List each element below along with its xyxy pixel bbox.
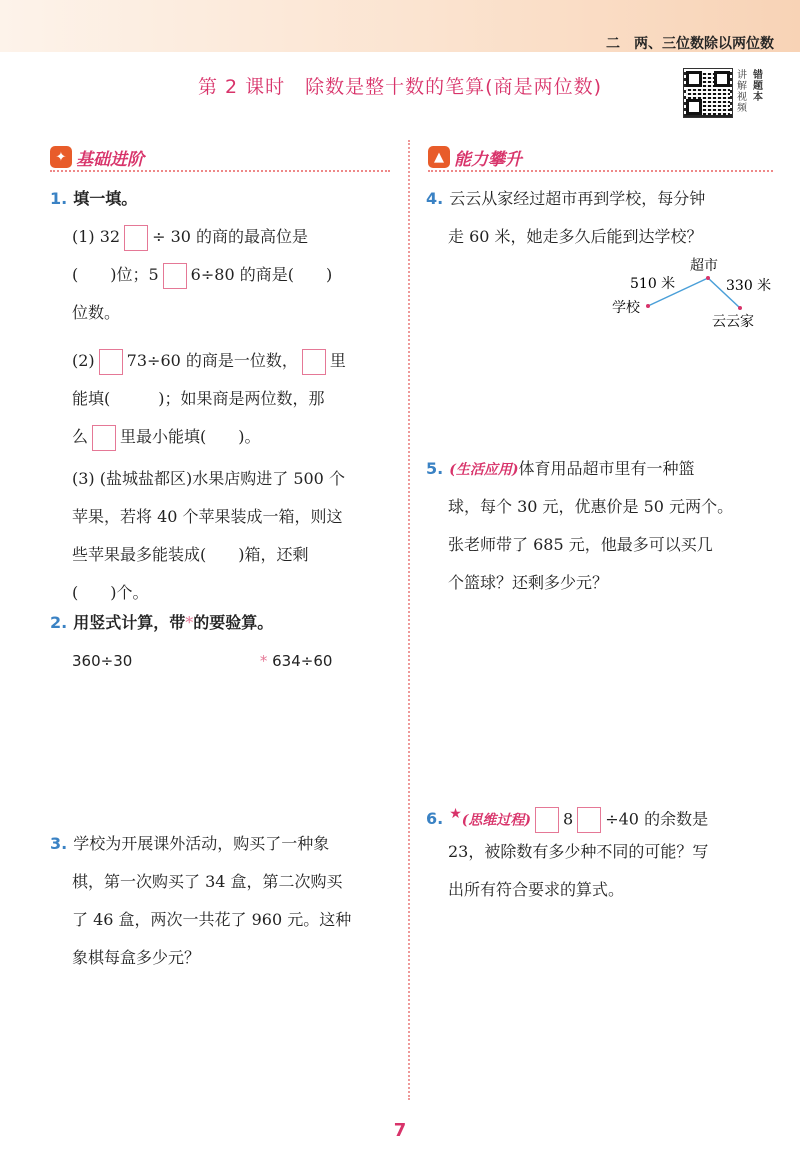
- answer-box[interactable]: [92, 425, 116, 451]
- map-label-home: 云云家: [712, 314, 754, 330]
- q1-p1-text-b: ÷ 30 的商的最高位是: [152, 227, 309, 246]
- q5-line4: 个篮球？还剩多少元？: [448, 573, 609, 592]
- answer-box[interactable]: [577, 807, 601, 833]
- q3-line3: 了 46 盒，两次一共花了 960 元。这种: [72, 910, 352, 929]
- route-map: [600, 250, 790, 340]
- q3-number: 3.: [50, 834, 68, 853]
- q1-p3-line2: 苹果，若将 40 个苹果装成一箱，则这: [72, 507, 343, 526]
- section-advanced: [428, 144, 522, 170]
- q2-title-a: 用竖式计算，带: [73, 613, 186, 632]
- q4-number: 4.: [426, 189, 444, 208]
- q6-line1-end: ÷40 的余数是: [605, 809, 709, 829]
- column-divider: [408, 140, 410, 1100]
- q5-number: 5.: [426, 459, 444, 478]
- q6-number: 6.: [426, 809, 444, 829]
- qr-label-mistakes: 错题本: [753, 70, 763, 103]
- answer-box[interactable]: [163, 263, 187, 289]
- q6-star-icon: ★: [449, 806, 462, 822]
- q1-p1-text-e: 位数。: [72, 303, 121, 322]
- q1-p1-text-a: (1) 32: [72, 227, 121, 246]
- q3-line1: 学校为开展课外活动，购买了一种象: [73, 834, 330, 853]
- q5-line3: 张老师带了 685 元，他最多可以买几: [448, 535, 713, 554]
- section-advanced-underline: [428, 170, 773, 172]
- section-basic-underline: [50, 170, 390, 172]
- answer-box[interactable]: [535, 807, 559, 833]
- map-label-school: 学校: [612, 300, 640, 316]
- q1-part3: [72, 460, 402, 612]
- section-advanced-label: 能力攀升: [454, 149, 522, 170]
- q6-line3: 出所有符合要求的算式。: [448, 880, 625, 899]
- question-1: [50, 180, 400, 218]
- q1-p1-text-d: 6÷80 的商是( ): [190, 265, 333, 284]
- q2-calc-1: 360÷30: [72, 652, 133, 670]
- answer-box[interactable]: [302, 349, 326, 375]
- question-4: [426, 180, 786, 218]
- page-number: 7: [393, 1120, 407, 1141]
- lesson-title: 第 2 课时 除数是整十数的笔算(商是两位数): [198, 76, 602, 98]
- q1-p2-text-e: 么: [72, 427, 89, 446]
- qr-code-icon[interactable]: [683, 68, 733, 118]
- school-point: [646, 304, 650, 308]
- section-basic-label: 基础进阶: [76, 149, 144, 170]
- q6-digit: 8: [563, 809, 574, 829]
- q1-p1-text-c: ( )位；5: [72, 265, 159, 284]
- supermarket-point: [706, 276, 710, 280]
- map-label-supermarket: 超市: [690, 258, 718, 274]
- q4-line1: 云云从家经过超市再到学校，每分钟: [449, 189, 706, 208]
- runner-icon: ✦: [50, 146, 72, 168]
- section-basic: [50, 144, 144, 170]
- map-dist-1: 510 米: [630, 276, 676, 292]
- q2-title-b: 的要验算。: [193, 613, 274, 632]
- q2-number: 2.: [50, 613, 68, 632]
- q1-p3-line1: (3) (盐城盐都区)水果店购进了 500 个: [72, 469, 345, 488]
- map-dist-2: 330 米: [726, 278, 772, 294]
- q1-part1: [72, 218, 402, 332]
- q1-p3-line4: ( )个。: [72, 583, 149, 602]
- q1-p2-text-c: 里: [329, 351, 346, 370]
- q2-star-icon: *: [185, 613, 194, 632]
- answer-box[interactable]: [99, 349, 123, 375]
- q5-line1: 体育用品超市里有一种篮: [518, 459, 695, 478]
- q3-body: [72, 863, 402, 977]
- q5-tag: (生活应用): [449, 462, 519, 478]
- q1-part2: [72, 342, 402, 456]
- answer-box[interactable]: [124, 225, 148, 251]
- q5-line2: 球，每个 30 元，优惠价是 50 元两个。: [448, 497, 734, 516]
- q3-line2: 棋，第一次购买了 34 盒，第二次购买: [72, 872, 343, 891]
- question-2: [50, 604, 400, 642]
- chapter-title: 二 两、三位数除以两位数: [606, 36, 774, 52]
- q6-line2: 23，被除数有多少种不同的可能？写: [448, 842, 709, 861]
- climber-icon: ▲: [428, 146, 450, 168]
- q2-calc-2: 634÷60: [272, 652, 333, 670]
- q2-calc-2-star-icon: *: [259, 652, 268, 670]
- question-5: [426, 450, 786, 489]
- question-3: [50, 825, 400, 863]
- q4-line2: 走 60 米，她走多久后能到达学校？: [448, 227, 703, 246]
- qr-label-video: 讲解视频: [737, 70, 747, 114]
- q1-title: 填一填。: [73, 189, 138, 208]
- q2-calculations: [72, 642, 402, 680]
- q1-number: 1.: [50, 189, 68, 208]
- home-point: [738, 306, 742, 310]
- q1-p2-text-a: (2): [72, 351, 95, 370]
- q1-p3-line3: 些苹果最多能装成( )箱，还剩: [72, 545, 309, 564]
- q5-body: [448, 488, 788, 602]
- q1-p2-text-d: 能填( )；如果商是两位数，那: [72, 389, 325, 408]
- q6-body: [448, 833, 788, 909]
- q1-p2-text-b: 73÷60 的商是一位数，: [126, 351, 298, 370]
- q1-p2-text-f: 里最小能填( )。: [120, 427, 261, 446]
- q3-line4: 象棋每盒多少元？: [72, 948, 201, 967]
- q6-tag: (思维过程): [461, 812, 532, 829]
